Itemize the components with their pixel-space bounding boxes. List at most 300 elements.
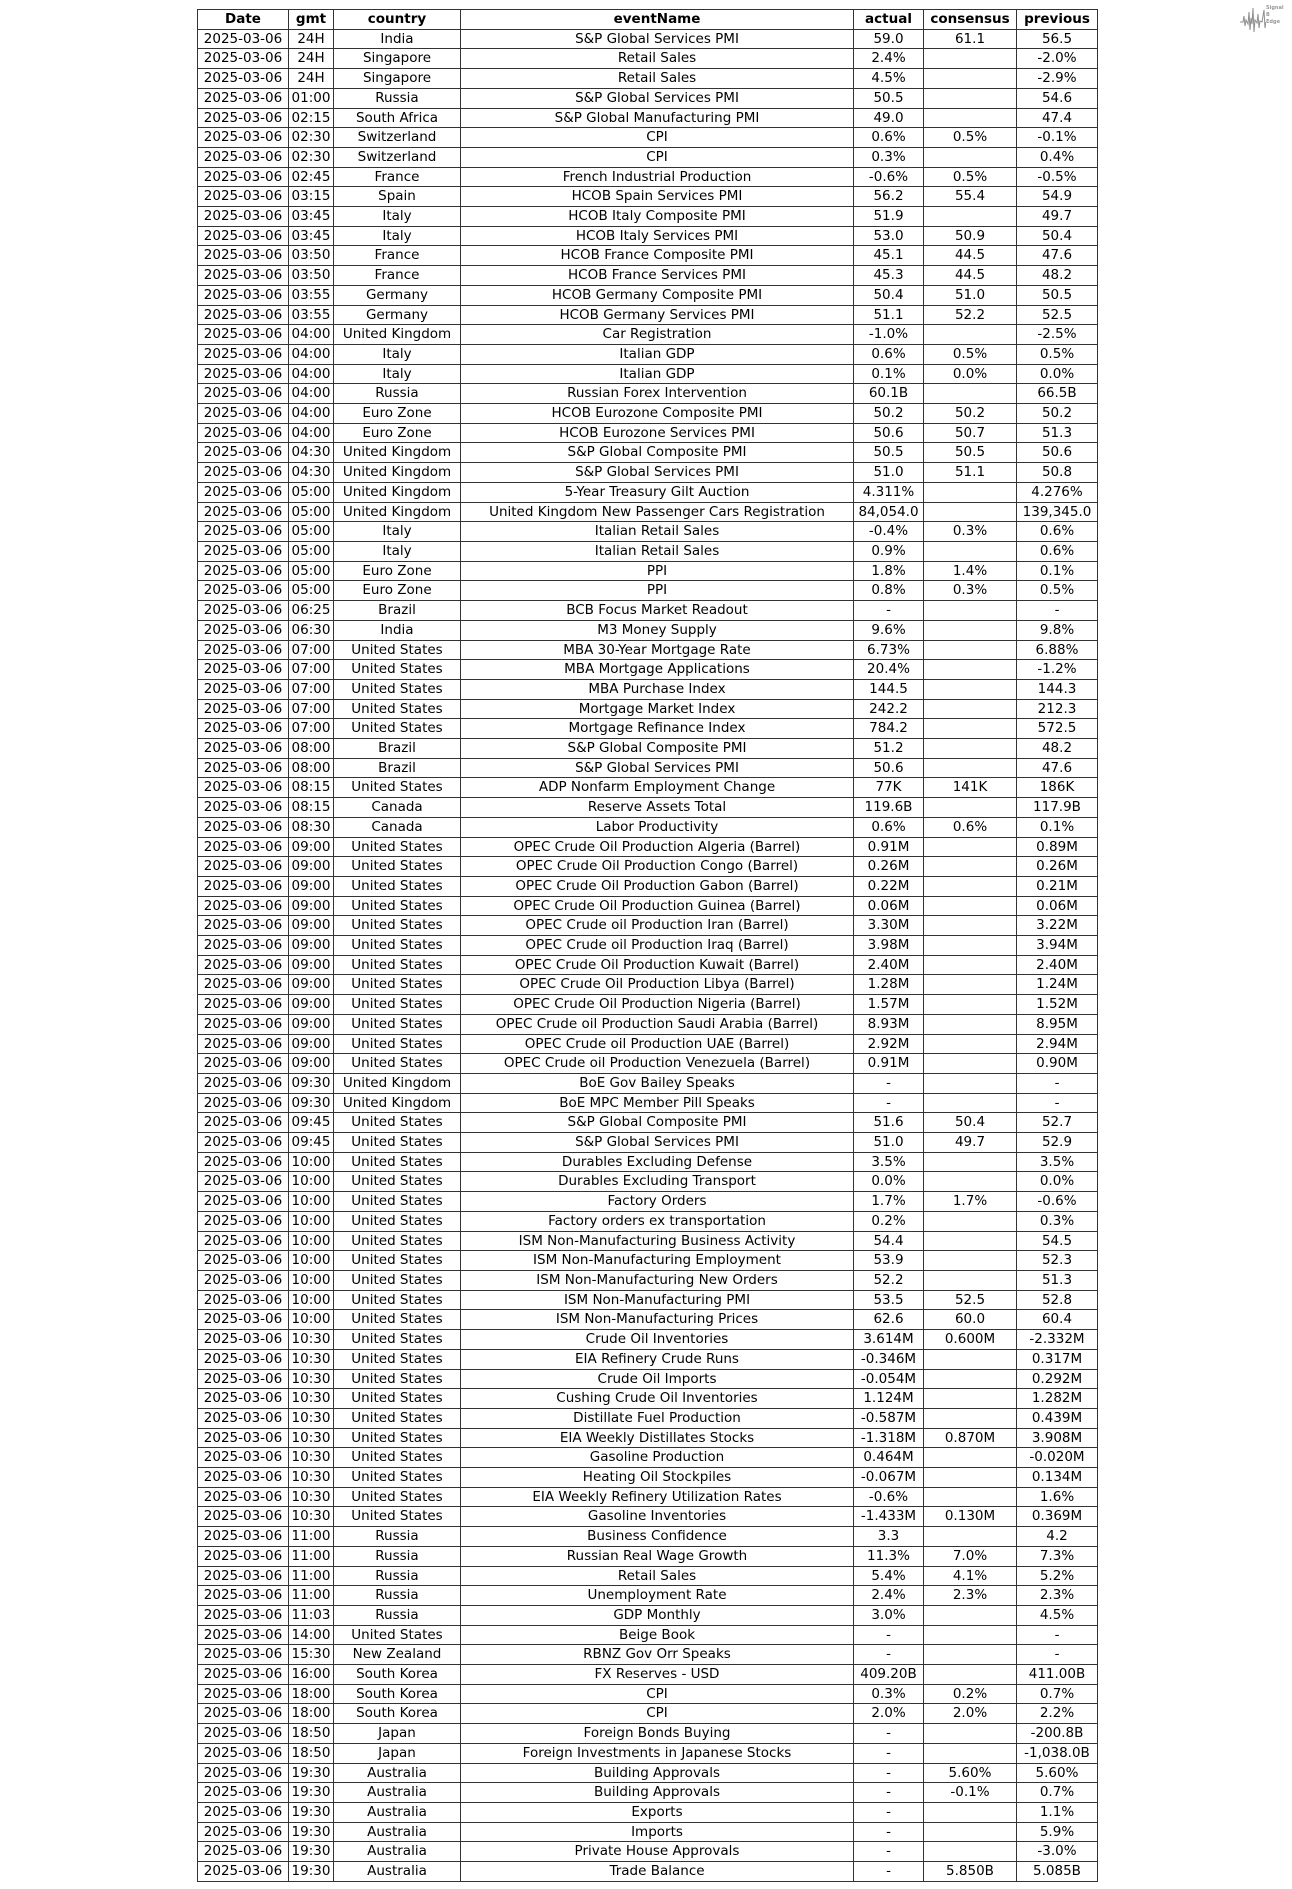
consensus-cell [924, 482, 1017, 502]
consensus-cell: 7.0% [924, 1546, 1017, 1566]
event-name-cell: OPEC Crude oil Production Iran (Barrel) [461, 916, 854, 936]
event-name-cell: CPI [461, 1704, 854, 1724]
gmt-cell: 07:00 [289, 660, 334, 680]
country-cell: Russia [334, 1566, 461, 1586]
actual-cell: 51.9 [854, 207, 924, 227]
actual-cell: 1.57M [854, 995, 924, 1015]
consensus-cell: 60.0 [924, 1310, 1017, 1330]
event-name-cell: Russian Real Wage Growth [461, 1546, 854, 1566]
table-header-row [198, 10, 1098, 30]
gmt-cell: 09:45 [289, 1113, 334, 1133]
event-name-cell: ADP Nonfarm Employment Change [461, 778, 854, 798]
country-cell: Germany [334, 305, 461, 325]
country-cell: United Kingdom [334, 1073, 461, 1093]
country-cell: Canada [334, 817, 461, 837]
column-header-consensus: consensus [924, 10, 1017, 30]
actual-cell: 2.0% [854, 1704, 924, 1724]
consensus-cell: 1.7% [924, 1192, 1017, 1212]
column-header-previous: previous [1017, 10, 1098, 30]
table-row [198, 1054, 1098, 1074]
actual-cell: 0.3% [854, 1684, 924, 1704]
consensus-cell: 50.7 [924, 423, 1017, 443]
previous-cell: 212.3 [1017, 699, 1098, 719]
gmt-cell: 11:00 [289, 1546, 334, 1566]
country-cell: United Kingdom [334, 482, 461, 502]
table-row [198, 108, 1098, 128]
event-name-cell: ISM Non-Manufacturing PMI [461, 1290, 854, 1310]
gmt-cell: 10:30 [289, 1507, 334, 1527]
actual-cell: 0.22M [854, 876, 924, 896]
gmt-cell: 18:50 [289, 1743, 334, 1763]
event-name-cell: HCOB Italy Services PMI [461, 226, 854, 246]
gmt-cell: 03:50 [289, 246, 334, 266]
consensus-cell: 0.3% [924, 581, 1017, 601]
country-cell: United States [334, 679, 461, 699]
table-row [198, 1073, 1098, 1093]
gmt-cell: 18:00 [289, 1684, 334, 1704]
event-name-cell: RBNZ Gov Orr Speaks [461, 1645, 854, 1665]
gmt-cell: 04:00 [289, 344, 334, 364]
date-cell: 2025-03-06 [198, 69, 289, 89]
actual-cell: - [854, 1842, 924, 1862]
previous-cell: -2.0% [1017, 49, 1098, 69]
gmt-cell: 04:30 [289, 443, 334, 463]
event-name-cell: CPI [461, 1684, 854, 1704]
country-cell: United States [334, 1428, 461, 1448]
table-row [198, 817, 1098, 837]
gmt-cell: 24H [289, 69, 334, 89]
gmt-cell: 19:30 [289, 1862, 334, 1882]
gmt-cell: 14:00 [289, 1625, 334, 1645]
gmt-cell: 10:30 [289, 1487, 334, 1507]
country-cell: Germany [334, 285, 461, 305]
gmt-cell: 05:00 [289, 522, 334, 542]
consensus-cell [924, 916, 1017, 936]
gmt-cell: 10:30 [289, 1349, 334, 1369]
country-cell: United States [334, 876, 461, 896]
previous-cell: 0.06M [1017, 896, 1098, 916]
actual-cell: -1.318M [854, 1428, 924, 1448]
actual-cell: 1.28M [854, 975, 924, 995]
previous-cell: 5.085B [1017, 1862, 1098, 1882]
gmt-cell: 04:00 [289, 404, 334, 424]
previous-cell: -3.0% [1017, 1842, 1098, 1862]
event-name-cell: Building Approvals [461, 1763, 854, 1783]
date-cell: 2025-03-06 [198, 1408, 289, 1428]
consensus-cell [924, 1665, 1017, 1685]
table-row [198, 995, 1098, 1015]
gmt-cell: 10:00 [289, 1172, 334, 1192]
table-row [198, 423, 1098, 443]
gmt-cell: 09:00 [289, 876, 334, 896]
previous-cell: 56.5 [1017, 29, 1098, 49]
date-cell: 2025-03-06 [198, 502, 289, 522]
event-name-cell: CPI [461, 128, 854, 148]
date-cell: 2025-03-06 [198, 1369, 289, 1389]
date-cell: 2025-03-06 [198, 1192, 289, 1212]
event-name-cell: PPI [461, 561, 854, 581]
date-cell: 2025-03-06 [198, 1054, 289, 1074]
gmt-cell: 02:30 [289, 147, 334, 167]
consensus-cell [924, 1724, 1017, 1744]
gmt-cell: 08:00 [289, 739, 334, 759]
date-cell: 2025-03-06 [198, 1389, 289, 1409]
event-name-cell: United Kingdom New Passenger Cars Registration [461, 502, 854, 522]
date-cell: 2025-03-06 [198, 679, 289, 699]
table-row [198, 1113, 1098, 1133]
previous-cell: 9.8% [1017, 620, 1098, 640]
table-row [198, 187, 1098, 207]
date-cell: 2025-03-06 [198, 246, 289, 266]
previous-cell: 5.2% [1017, 1566, 1098, 1586]
previous-cell: 48.2 [1017, 739, 1098, 759]
country-cell: United States [334, 1349, 461, 1369]
actual-cell: 2.4% [854, 1586, 924, 1606]
previous-cell: - [1017, 1625, 1098, 1645]
consensus-cell: 50.9 [924, 226, 1017, 246]
gmt-cell: 09:00 [289, 936, 334, 956]
date-cell: 2025-03-06 [198, 128, 289, 148]
previous-cell: 54.5 [1017, 1231, 1098, 1251]
consensus-cell [924, 1822, 1017, 1842]
table-row [198, 1862, 1098, 1882]
gmt-cell: 09:00 [289, 975, 334, 995]
previous-cell: 1.282M [1017, 1389, 1098, 1409]
date-cell: 2025-03-06 [198, 1645, 289, 1665]
consensus-cell: 50.4 [924, 1113, 1017, 1133]
event-name-cell: Imports [461, 1822, 854, 1842]
actual-cell: 4.5% [854, 69, 924, 89]
table-row [198, 1546, 1098, 1566]
date-cell: 2025-03-06 [198, 482, 289, 502]
date-cell: 2025-03-06 [198, 1349, 289, 1369]
actual-cell: 2.92M [854, 1034, 924, 1054]
consensus-cell: 2.0% [924, 1704, 1017, 1724]
country-cell: United States [334, 1468, 461, 1488]
gmt-cell: 11:00 [289, 1566, 334, 1586]
event-name-cell: PPI [461, 581, 854, 601]
consensus-cell: 44.5 [924, 246, 1017, 266]
actual-cell: 53.9 [854, 1251, 924, 1271]
previous-cell: 3.908M [1017, 1428, 1098, 1448]
consensus-cell [924, 679, 1017, 699]
previous-cell: 0.292M [1017, 1369, 1098, 1389]
consensus-cell: 0.130M [924, 1507, 1017, 1527]
gmt-cell: 24H [289, 29, 334, 49]
consensus-cell [924, 1251, 1017, 1271]
consensus-cell [924, 1172, 1017, 1192]
actual-cell: - [854, 1802, 924, 1822]
consensus-cell: 0.6% [924, 817, 1017, 837]
country-cell: United States [334, 1369, 461, 1389]
event-name-cell: EIA Weekly Distillates Stocks [461, 1428, 854, 1448]
previous-cell: 1.1% [1017, 1802, 1098, 1822]
column-header-gmt: gmt [289, 10, 334, 30]
table-row [198, 719, 1098, 739]
table-row [198, 1448, 1098, 1468]
logo-line-3: Edge [1266, 19, 1280, 25]
country-cell: Euro Zone [334, 423, 461, 443]
event-name-cell: S&P Global Composite PMI [461, 443, 854, 463]
event-name-cell: OPEC Crude oil Production Venezuela (Barrel) [461, 1054, 854, 1074]
date-cell: 2025-03-06 [198, 758, 289, 778]
gmt-cell: 19:30 [289, 1783, 334, 1803]
consensus-cell: 0.5% [924, 167, 1017, 187]
previous-cell: -200.8B [1017, 1724, 1098, 1744]
country-cell: Italy [334, 344, 461, 364]
table-row [198, 955, 1098, 975]
table-row [198, 1034, 1098, 1054]
country-cell: Australia [334, 1802, 461, 1822]
table-row [198, 463, 1098, 483]
gmt-cell: 08:30 [289, 817, 334, 837]
event-name-cell: HCOB Italy Composite PMI [461, 207, 854, 227]
consensus-cell [924, 1369, 1017, 1389]
date-cell: 2025-03-06 [198, 1507, 289, 1527]
gmt-cell: 03:45 [289, 207, 334, 227]
table-row [198, 1093, 1098, 1113]
previous-cell: 0.1% [1017, 561, 1098, 581]
country-cell: Spain [334, 187, 461, 207]
actual-cell: 50.2 [854, 404, 924, 424]
country-cell: United States [334, 1231, 461, 1251]
consensus-cell [924, 49, 1017, 69]
date-cell: 2025-03-06 [198, 1546, 289, 1566]
date-cell: 2025-03-06 [198, 29, 289, 49]
date-cell: 2025-03-06 [198, 384, 289, 404]
date-cell: 2025-03-06 [198, 1684, 289, 1704]
date-cell: 2025-03-06 [198, 1448, 289, 1468]
country-cell: Australia [334, 1862, 461, 1882]
country-cell: United States [334, 857, 461, 877]
table-row [198, 29, 1098, 49]
table-row [198, 226, 1098, 246]
previous-cell: 411.00B [1017, 1665, 1098, 1685]
date-cell: 2025-03-06 [198, 1290, 289, 1310]
gmt-cell: 09:45 [289, 1133, 334, 1153]
date-cell: 2025-03-06 [198, 916, 289, 936]
event-name-cell: HCOB Germany Services PMI [461, 305, 854, 325]
table-row [198, 561, 1098, 581]
country-cell: Russia [334, 1586, 461, 1606]
table-row [198, 404, 1098, 424]
table-row [198, 1172, 1098, 1192]
date-cell: 2025-03-06 [198, 423, 289, 443]
date-cell: 2025-03-06 [198, 541, 289, 561]
country-cell: United States [334, 1192, 461, 1212]
gmt-cell: 07:00 [289, 640, 334, 660]
actual-cell: 0.9% [854, 541, 924, 561]
consensus-cell [924, 1054, 1017, 1074]
event-name-cell: BCB Focus Market Readout [461, 601, 854, 621]
date-cell: 2025-03-06 [198, 896, 289, 916]
event-name-cell: CPI [461, 147, 854, 167]
table-row [198, 1507, 1098, 1527]
previous-cell: -2.9% [1017, 69, 1098, 89]
previous-cell: 0.134M [1017, 1468, 1098, 1488]
date-cell: 2025-03-06 [198, 108, 289, 128]
actual-cell: 2.40M [854, 955, 924, 975]
event-name-cell: Beige Book [461, 1625, 854, 1645]
table-row [198, 1645, 1098, 1665]
date-cell: 2025-03-06 [198, 1014, 289, 1034]
consensus-cell: 0.600M [924, 1330, 1017, 1350]
date-cell: 2025-03-06 [198, 1113, 289, 1133]
country-cell: New Zealand [334, 1645, 461, 1665]
actual-cell: 0.8% [854, 581, 924, 601]
country-cell: United States [334, 1310, 461, 1330]
event-name-cell: M3 Money Supply [461, 620, 854, 640]
event-name-cell: HCOB Eurozone Services PMI [461, 423, 854, 443]
gmt-cell: 19:30 [289, 1802, 334, 1822]
previous-cell: - [1017, 1073, 1098, 1093]
actual-cell: 0.91M [854, 1054, 924, 1074]
country-cell: United States [334, 1152, 461, 1172]
gmt-cell: 09:00 [289, 955, 334, 975]
gmt-cell: 11:00 [289, 1527, 334, 1547]
previous-cell: -0.1% [1017, 128, 1098, 148]
previous-cell: 0.4% [1017, 147, 1098, 167]
date-cell: 2025-03-06 [198, 1152, 289, 1172]
actual-cell: 54.4 [854, 1231, 924, 1251]
date-cell: 2025-03-06 [198, 975, 289, 995]
date-cell: 2025-03-06 [198, 719, 289, 739]
table-row [198, 305, 1098, 325]
actual-cell: 0.6% [854, 344, 924, 364]
previous-cell: 186K [1017, 778, 1098, 798]
event-name-cell: OPEC Crude Oil Production Congo (Barrel) [461, 857, 854, 877]
table-row [198, 1724, 1098, 1744]
previous-cell: 50.8 [1017, 463, 1098, 483]
actual-cell: - [854, 601, 924, 621]
consensus-cell [924, 1034, 1017, 1054]
consensus-cell: 51.1 [924, 463, 1017, 483]
gmt-cell: 24H [289, 49, 334, 69]
actual-cell: - [854, 1763, 924, 1783]
gmt-cell: 10:00 [289, 1231, 334, 1251]
actual-cell: 45.3 [854, 266, 924, 286]
actual-cell: 51.0 [854, 1133, 924, 1153]
consensus-cell: 1.4% [924, 561, 1017, 581]
country-cell: Australia [334, 1822, 461, 1842]
previous-cell: - [1017, 601, 1098, 621]
consensus-cell: 50.5 [924, 443, 1017, 463]
consensus-cell: 0.2% [924, 1684, 1017, 1704]
date-cell: 2025-03-06 [198, 640, 289, 660]
consensus-cell [924, 1842, 1017, 1862]
country-cell: South Africa [334, 108, 461, 128]
actual-cell: -0.6% [854, 167, 924, 187]
previous-cell: 4.2 [1017, 1527, 1098, 1547]
table-row [198, 1192, 1098, 1212]
consensus-cell [924, 1093, 1017, 1113]
table-row [198, 876, 1098, 896]
previous-cell: 0.3% [1017, 1211, 1098, 1231]
event-name-cell: Retail Sales [461, 49, 854, 69]
gmt-cell: 07:00 [289, 699, 334, 719]
actual-cell: 0.464M [854, 1448, 924, 1468]
previous-cell: 0.439M [1017, 1408, 1098, 1428]
previous-cell: 47.6 [1017, 246, 1098, 266]
date-cell: 2025-03-06 [198, 936, 289, 956]
consensus-cell [924, 1211, 1017, 1231]
actual-cell: - [854, 1862, 924, 1882]
consensus-cell: 50.2 [924, 404, 1017, 424]
gmt-cell: 05:00 [289, 502, 334, 522]
table-row [198, 1586, 1098, 1606]
country-cell: United States [334, 975, 461, 995]
actual-cell: -0.067M [854, 1468, 924, 1488]
date-cell: 2025-03-06 [198, 1330, 289, 1350]
event-name-cell: EIA Refinery Crude Runs [461, 1349, 854, 1369]
actual-cell: 51.6 [854, 1113, 924, 1133]
gmt-cell: 10:30 [289, 1389, 334, 1409]
actual-cell: 119.6B [854, 798, 924, 818]
event-name-cell: OPEC Crude oil Production Saudi Arabia (Barrel) [461, 1014, 854, 1034]
actual-cell: 60.1B [854, 384, 924, 404]
date-cell: 2025-03-06 [198, 1073, 289, 1093]
gmt-cell: 09:30 [289, 1093, 334, 1113]
actual-cell: 49.0 [854, 108, 924, 128]
table-row [198, 1743, 1098, 1763]
gmt-cell: 10:30 [289, 1369, 334, 1389]
date-cell: 2025-03-06 [198, 344, 289, 364]
consensus-cell [924, 1014, 1017, 1034]
actual-cell: -0.054M [854, 1369, 924, 1389]
country-cell: Russia [334, 1605, 461, 1625]
consensus-cell: 0.0% [924, 364, 1017, 384]
table-row [198, 1152, 1098, 1172]
gmt-cell: 09:00 [289, 995, 334, 1015]
previous-cell: 2.94M [1017, 1034, 1098, 1054]
event-name-cell: Durables Excluding Transport [461, 1172, 854, 1192]
date-cell: 2025-03-06 [198, 955, 289, 975]
event-name-cell: Crude Oil Inventories [461, 1330, 854, 1350]
date-cell: 2025-03-06 [198, 522, 289, 542]
consensus-cell [924, 1802, 1017, 1822]
table-row [198, 1783, 1098, 1803]
table-row [198, 975, 1098, 995]
consensus-cell [924, 936, 1017, 956]
table-row [198, 1428, 1098, 1448]
date-cell: 2025-03-06 [198, 1527, 289, 1547]
country-cell: Canada [334, 798, 461, 818]
consensus-cell [924, 1271, 1017, 1291]
actual-cell: - [854, 1822, 924, 1842]
consensus-cell [924, 502, 1017, 522]
date-cell: 2025-03-06 [198, 147, 289, 167]
date-cell: 2025-03-06 [198, 1034, 289, 1054]
event-name-cell: Foreign Investments in Japanese Stocks [461, 1743, 854, 1763]
event-name-cell: Trade Balance [461, 1862, 854, 1882]
country-cell: United States [334, 1625, 461, 1645]
country-cell: Australia [334, 1763, 461, 1783]
gmt-cell: 03:45 [289, 226, 334, 246]
gmt-cell: 16:00 [289, 1665, 334, 1685]
event-name-cell: OPEC Crude Oil Production Gabon (Barrel) [461, 876, 854, 896]
gmt-cell: 10:00 [289, 1192, 334, 1212]
table-row [198, 1211, 1098, 1231]
country-cell: France [334, 266, 461, 286]
consensus-cell [924, 1389, 1017, 1409]
previous-cell: 2.3% [1017, 1586, 1098, 1606]
previous-cell: 0.6% [1017, 522, 1098, 542]
consensus-cell: 4.1% [924, 1566, 1017, 1586]
table-row [198, 285, 1098, 305]
event-name-cell: Building Approvals [461, 1783, 854, 1803]
actual-cell: - [854, 1073, 924, 1093]
actual-cell: 2.4% [854, 49, 924, 69]
